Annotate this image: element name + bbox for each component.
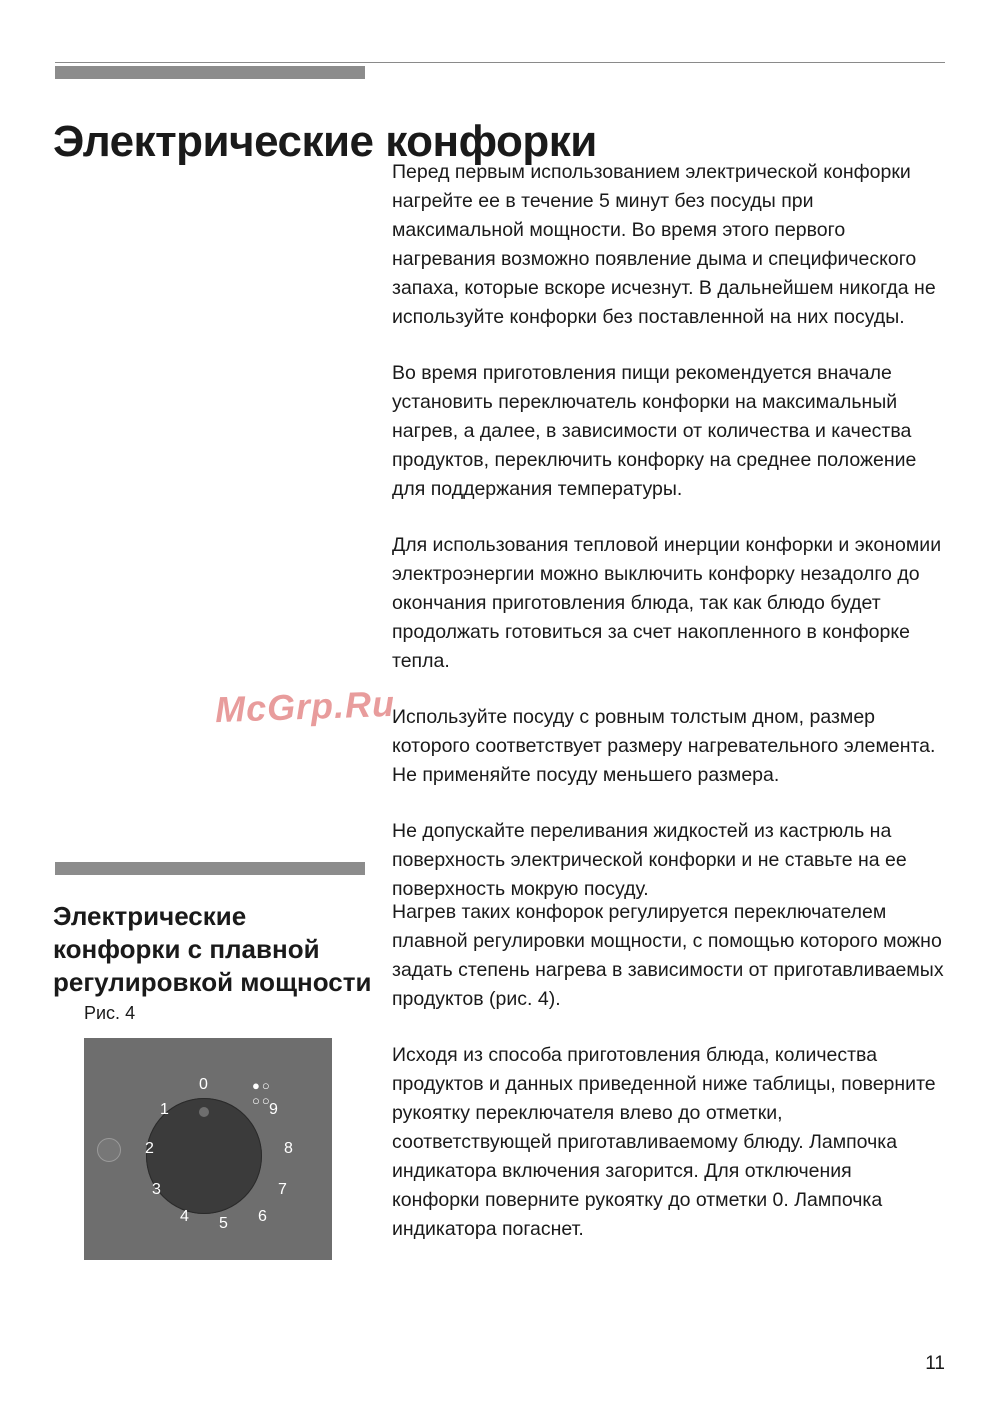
dial-label-2: 2	[145, 1140, 154, 1157]
header-accent-bar	[55, 66, 365, 79]
indicator-lamp-icon	[97, 1138, 121, 1162]
header-rule	[55, 62, 945, 63]
figure-control-knob-illustration	[84, 1038, 332, 1260]
dial-label-6: 6	[258, 1208, 267, 1225]
paragraph: Во время приготовления пищи рекомендуется вначале установить переключатель конфорки на максимальный нагрев, а далее, в зависимости от количества и качества продуктов, переключить конфорку на среднее положение для поддержания температуры.	[392, 362, 917, 500]
section-heading: Электрические конфорки с плавной регулировкой мощности	[53, 900, 372, 997]
paragraph: Нагрев таких конфорок регулируется переключателем плавной регулировки мощности, с помощью которого можно задать степень нагрева в зависимости от приготавливаемых продуктов (рис. 4).	[392, 901, 944, 1010]
knob-pointer-dot	[199, 1107, 209, 1117]
section-accent-bar	[55, 862, 365, 875]
dial-label-7: 7	[278, 1181, 287, 1198]
section-text-column	[392, 898, 944, 1271]
intro-text-column	[392, 158, 944, 931]
dial-label-8: 8	[284, 1140, 293, 1157]
heating-symbol-top-icon: ●○	[252, 1078, 272, 1093]
dial-label-0: 0	[199, 1076, 208, 1093]
paragraph: Для использования тепловой инерции конфорки и экономии электроэнергии можно выключить конфорку незадолго до окончания приготовления блюда, так как блюдо будет продолжать готовиться за счет накопленного в конфорке тепла.	[392, 534, 942, 672]
dial-label-1: 1	[160, 1101, 169, 1118]
paragraph: Перед первым использованием электрической конфорки нагрейте ее в течение 5 минут без посуды при максимальной мощности. Во время этого первого нагревания возможно появление дыма и специфического запаха, которые вскоре исчезнут. В дальнейшем никогда не используйте конфорки без поставленной на них посуды.	[392, 161, 936, 328]
dial-label-9: 9	[269, 1101, 278, 1118]
figure-caption: Рис. 4	[84, 1003, 136, 1023]
dial-label-5: 5	[219, 1215, 228, 1232]
page-number: 11	[925, 1353, 945, 1374]
paragraph: Не допускайте переливания жидкостей из кастрюль на поверхность электрической конфорки и не ставьте на ее поверхность мокрую посуду.	[392, 820, 907, 900]
paragraph: Исходя из способа приготовления блюда, количества продуктов и данных приведенной ниже таблицы, поверните рукоятку переключателя влево до отметки, соответствующей приготавливаемому блюду. Лампочка индикатора включения загорится. Для отключения конфорки поверните рукоятку до отметки 0. Лампочка индикатора погаснет.	[392, 1044, 936, 1240]
watermark: McGrp.Ru	[214, 682, 396, 731]
page-title: Электрические конфорки	[53, 117, 597, 167]
heating-symbol-bottom-icon: ○○	[252, 1093, 272, 1108]
dial-label-4: 4	[180, 1208, 189, 1225]
paragraph: Используйте посуду с ровным толстым дном, размер которого соответствует размеру нагревательного элемента. Не применяйте посуду меньшего размера.	[392, 706, 936, 786]
dial-label-3: 3	[152, 1181, 161, 1198]
